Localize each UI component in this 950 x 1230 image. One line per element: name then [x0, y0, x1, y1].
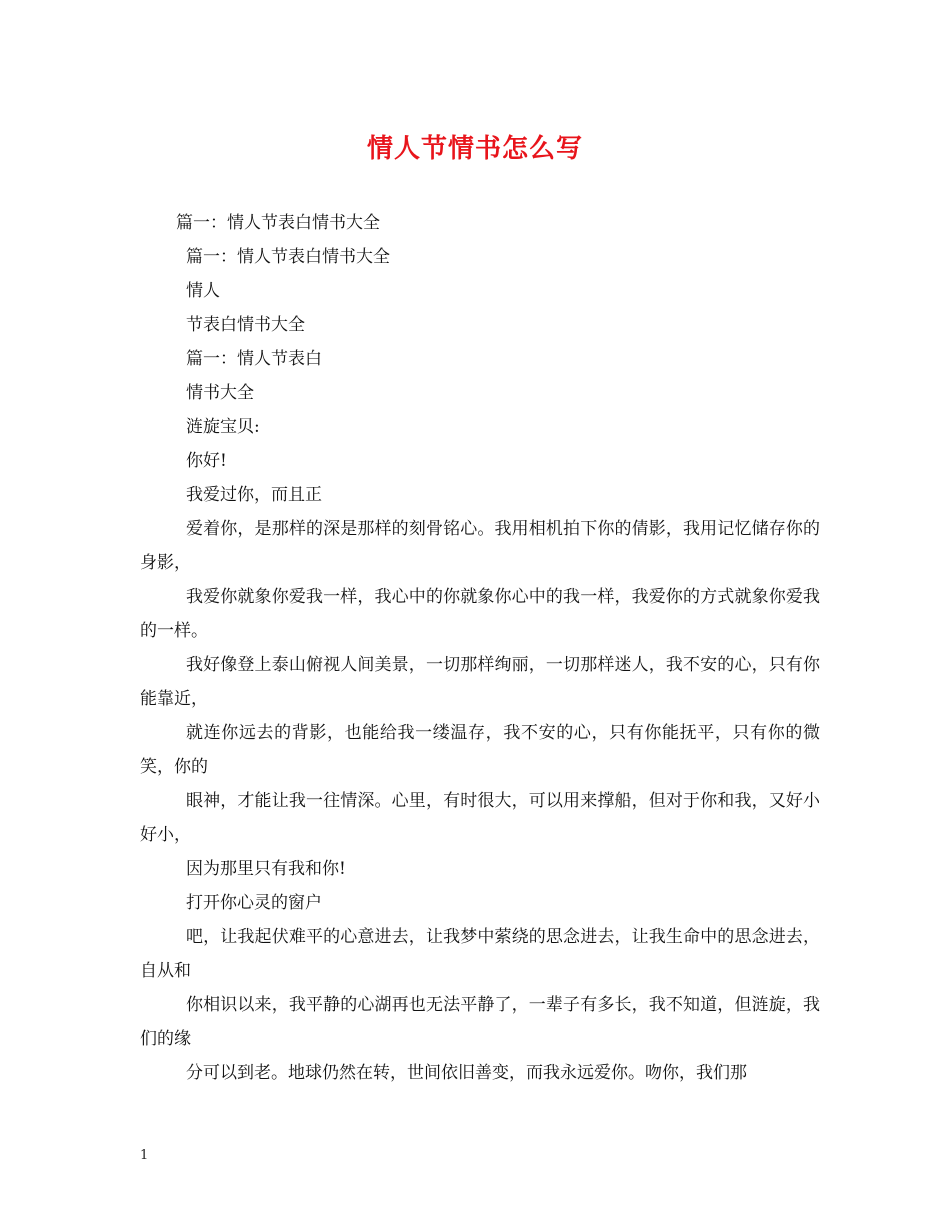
paragraph: 篇一：情人节表白情书大全 — [176, 213, 380, 233]
document-body — [140, 206, 820, 1090]
paragraph: 情书大全 — [186, 383, 254, 403]
paragraph: 你好! — [186, 451, 227, 471]
paragraph: 因为那里只有我和你! — [186, 859, 346, 879]
paragraph: 就连你远去的背影，也能给我一缕温存，我不安的心，只有你能抚平，只有你的微笑，你的 — [140, 723, 820, 777]
paragraph: 吧，让我起伏难平的心意进去，让我梦中萦绕的思念进去，让我生命中的思念进去，自从和 — [140, 927, 820, 981]
document-title: 情人节情书怎么写 — [366, 134, 583, 164]
paragraph: 我爱你就象你爱我一样，我心中的你就象你心中的我一样，我爱你的方式就象你爱我的一样。 — [140, 587, 820, 641]
paragraph: 眼神，才能让我一往情深。心里，有时很大，可以用来撑船，但对于你和我，又好小好小， — [140, 791, 820, 845]
page-number: 1 — [140, 1148, 149, 1163]
paragraph: 篇一：情人节表白情书大全 — [186, 247, 390, 267]
paragraph: 打开你心灵的窗户 — [186, 893, 322, 913]
paragraph: 节表白情书大全 — [186, 315, 305, 335]
paragraph: 爱着你，是那样的深是那样的刻骨铭心。我用相机拍下你的倩影，我用记忆储存你的身影， — [140, 519, 820, 573]
paragraph: 你相识以来，我平静的心湖再也无法平静了，一辈子有多长，我不知道，但涟旋，我们的缘 — [140, 995, 820, 1049]
paragraph: 分可以到老。地球仍然在转，世间依旧善变，而我永远爱你。吻你，我们那 — [186, 1063, 747, 1083]
paragraph: 我爱过你，而且正 — [186, 485, 322, 505]
paragraph: 篇一：情人节表白 — [186, 349, 322, 369]
paragraph: 涟旋宝贝: — [186, 417, 260, 437]
paragraph: 我好像登上泰山俯视人间美景，一切那样绚丽，一切那样迷人，我不安的心，只有你能靠近， — [140, 655, 820, 709]
paragraph: 情人 — [186, 281, 220, 301]
